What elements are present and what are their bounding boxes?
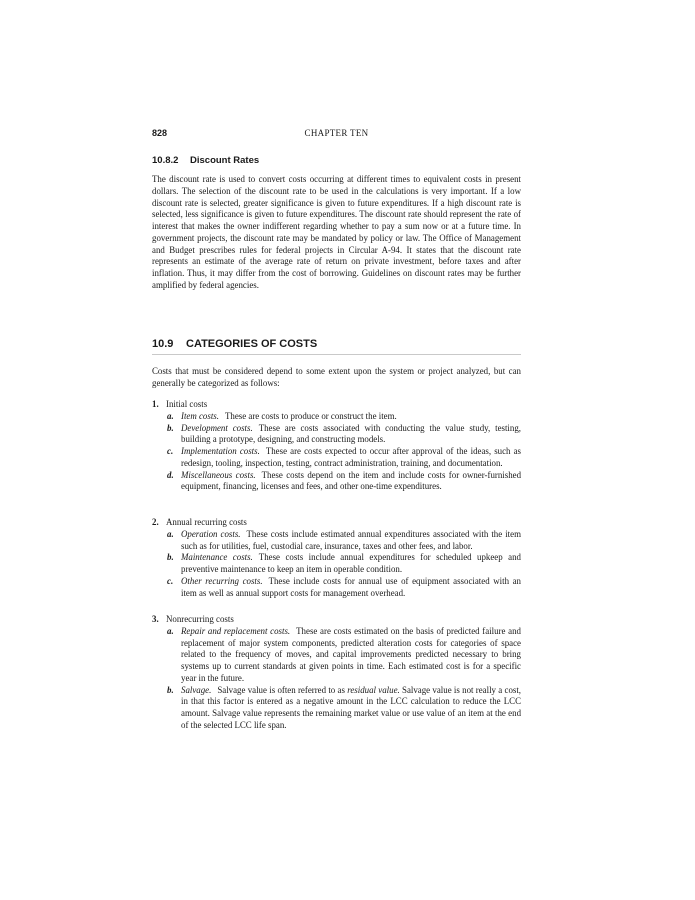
categories-intro-paragraph: Costs that must be considered depend to some extent upon the system or project analyzed, but can generally be categorized as follows: [152,366,521,388]
discount-rates-paragraph: The discount rate is used to convert costs occurring at different times to equivalent costs in present dollars. The selection of the discount rate to be used in the calculations is very important. If a low discount rate is selected, greater significance is given to future expenditures. If a high discount rate is selected, less significance is given to future expenditures. The discount rate should represent the rate of interest that makes the owner indifferent regarding whether to pay a sum now or at a future time. In government projects, the discount rate may be mandated by policy or law. The Office of Management and Budget prescribes rules for federal projects in Circular A-94. It states that the discount rate represents an estimate of the average rate of return on private investment, before taxes and after inflation. Thus, it may differ from the cost of borrowing. Guidelines on discount rates may be further amplified by federal agencies. [152,174,521,290]
subitem-term: Other recurring costs. [181,575,263,586]
section-heading [152,338,521,355]
subitem-letter: d. [167,469,174,480]
list-item-heading [152,614,521,626]
list-subitem [152,552,521,576]
list-title: Initial costs [166,399,208,409]
subitem-text: These are costs expected to occur after approval of the ideas, such as redesign, tooling, inspection, testing, contract administration, training, and documentation. [181,446,522,468]
subitem-letter: b. [167,684,174,695]
subitem-text: These costs include estimated annual expenditures associated with the item such as for utilities, fuel, custodial care, insurance, taxes and other fees, and labor. [181,528,521,551]
list-number: 1. [152,399,159,409]
subitem-term: Miscellaneous costs. [181,469,256,480]
category-nonrecurring-costs [152,614,521,732]
running-header [152,128,521,142]
subitem-text: These are costs associated with conducting the value study, testing, building a prototype, designing, and constructing models. [181,422,521,445]
subitem-letter: b. [167,552,174,563]
subitem-letter: c. [167,446,174,456]
subitem-letter: a. [167,410,174,421]
subitem-text: These are costs estimated on the basis of predicted failure and replacement of major system components, predicted alteration costs for categories of space related to the frequency of moves, and capital improvements predicted necessary to bring systems up to current standards at given points in time. Each estimated cost is for a specific year in the future. [181,625,521,683]
subitem-term: Development costs. [181,422,253,433]
category-annual-recurring-costs [152,517,521,599]
subitem-letter: a. [167,528,174,539]
subsection-title: Discount Rates [190,155,260,166]
list-subitem [152,576,521,600]
list-subitem [152,529,521,553]
subitem-text: These are costs to produce or construct the item. [224,410,397,421]
list-title: Nonrecurring costs [166,614,234,624]
list-item-heading [152,399,521,411]
subitem-term: Item costs. [181,410,219,421]
list-item-heading [152,517,521,529]
list-number: 2. [152,517,159,527]
subitem-text: These include costs for annual use of equipment associated with an item as well as annual support costs for management overhead. [181,575,521,598]
page-number: 828 [152,128,168,138]
list-subitem [152,626,521,685]
subitem-term: Maintenance costs. [181,552,253,563]
subsection-heading [152,155,521,166]
list-subitem [152,446,521,470]
subitem-italic-term: residual value. [347,684,400,695]
list-title: Annual recurring costs [166,517,247,527]
chapter-title: CHAPTER TEN [304,128,369,138]
list-number: 3. [152,614,159,624]
list-subitem [152,411,521,423]
list-subitem [152,423,521,447]
section-title: CATEGORIES OF COSTS [186,338,318,350]
subitem-term: Operation costs. [181,528,241,539]
section-number: 10.9 [152,338,174,350]
subsection-number: 10.8.2 [152,155,179,166]
subitem-letter: c. [167,575,174,586]
subitem-text: These costs include annual expenditures for scheduled upkeep and preventive maintenance to keep an item in operable condition. [181,552,521,574]
list-subitem [152,685,521,732]
subitem-term: Salvage. [181,684,212,695]
subitem-letter: a. [167,625,174,636]
subitem-term: Repair and replacement costs. [181,625,291,636]
subitem-letter: b. [167,422,174,433]
subitem-text: Salvage value is not really a cost, in that this factor is entered as a negative amount in the LCC calculation to reduce the LCC amount. Salvage value represents the remaining market value or use value of an item at the end of the selected LCC life span. [181,684,522,730]
category-initial-costs [152,399,521,493]
subitem-term: Implementation costs. [181,446,260,456]
list-subitem [152,470,521,494]
subitem-text: Salvage value is often referred to as [217,684,345,695]
subitem-text: These costs depend on the item and include costs for owner-furnished equipment, financing, licenses and fees, and other one-time expenditures. [181,469,522,492]
